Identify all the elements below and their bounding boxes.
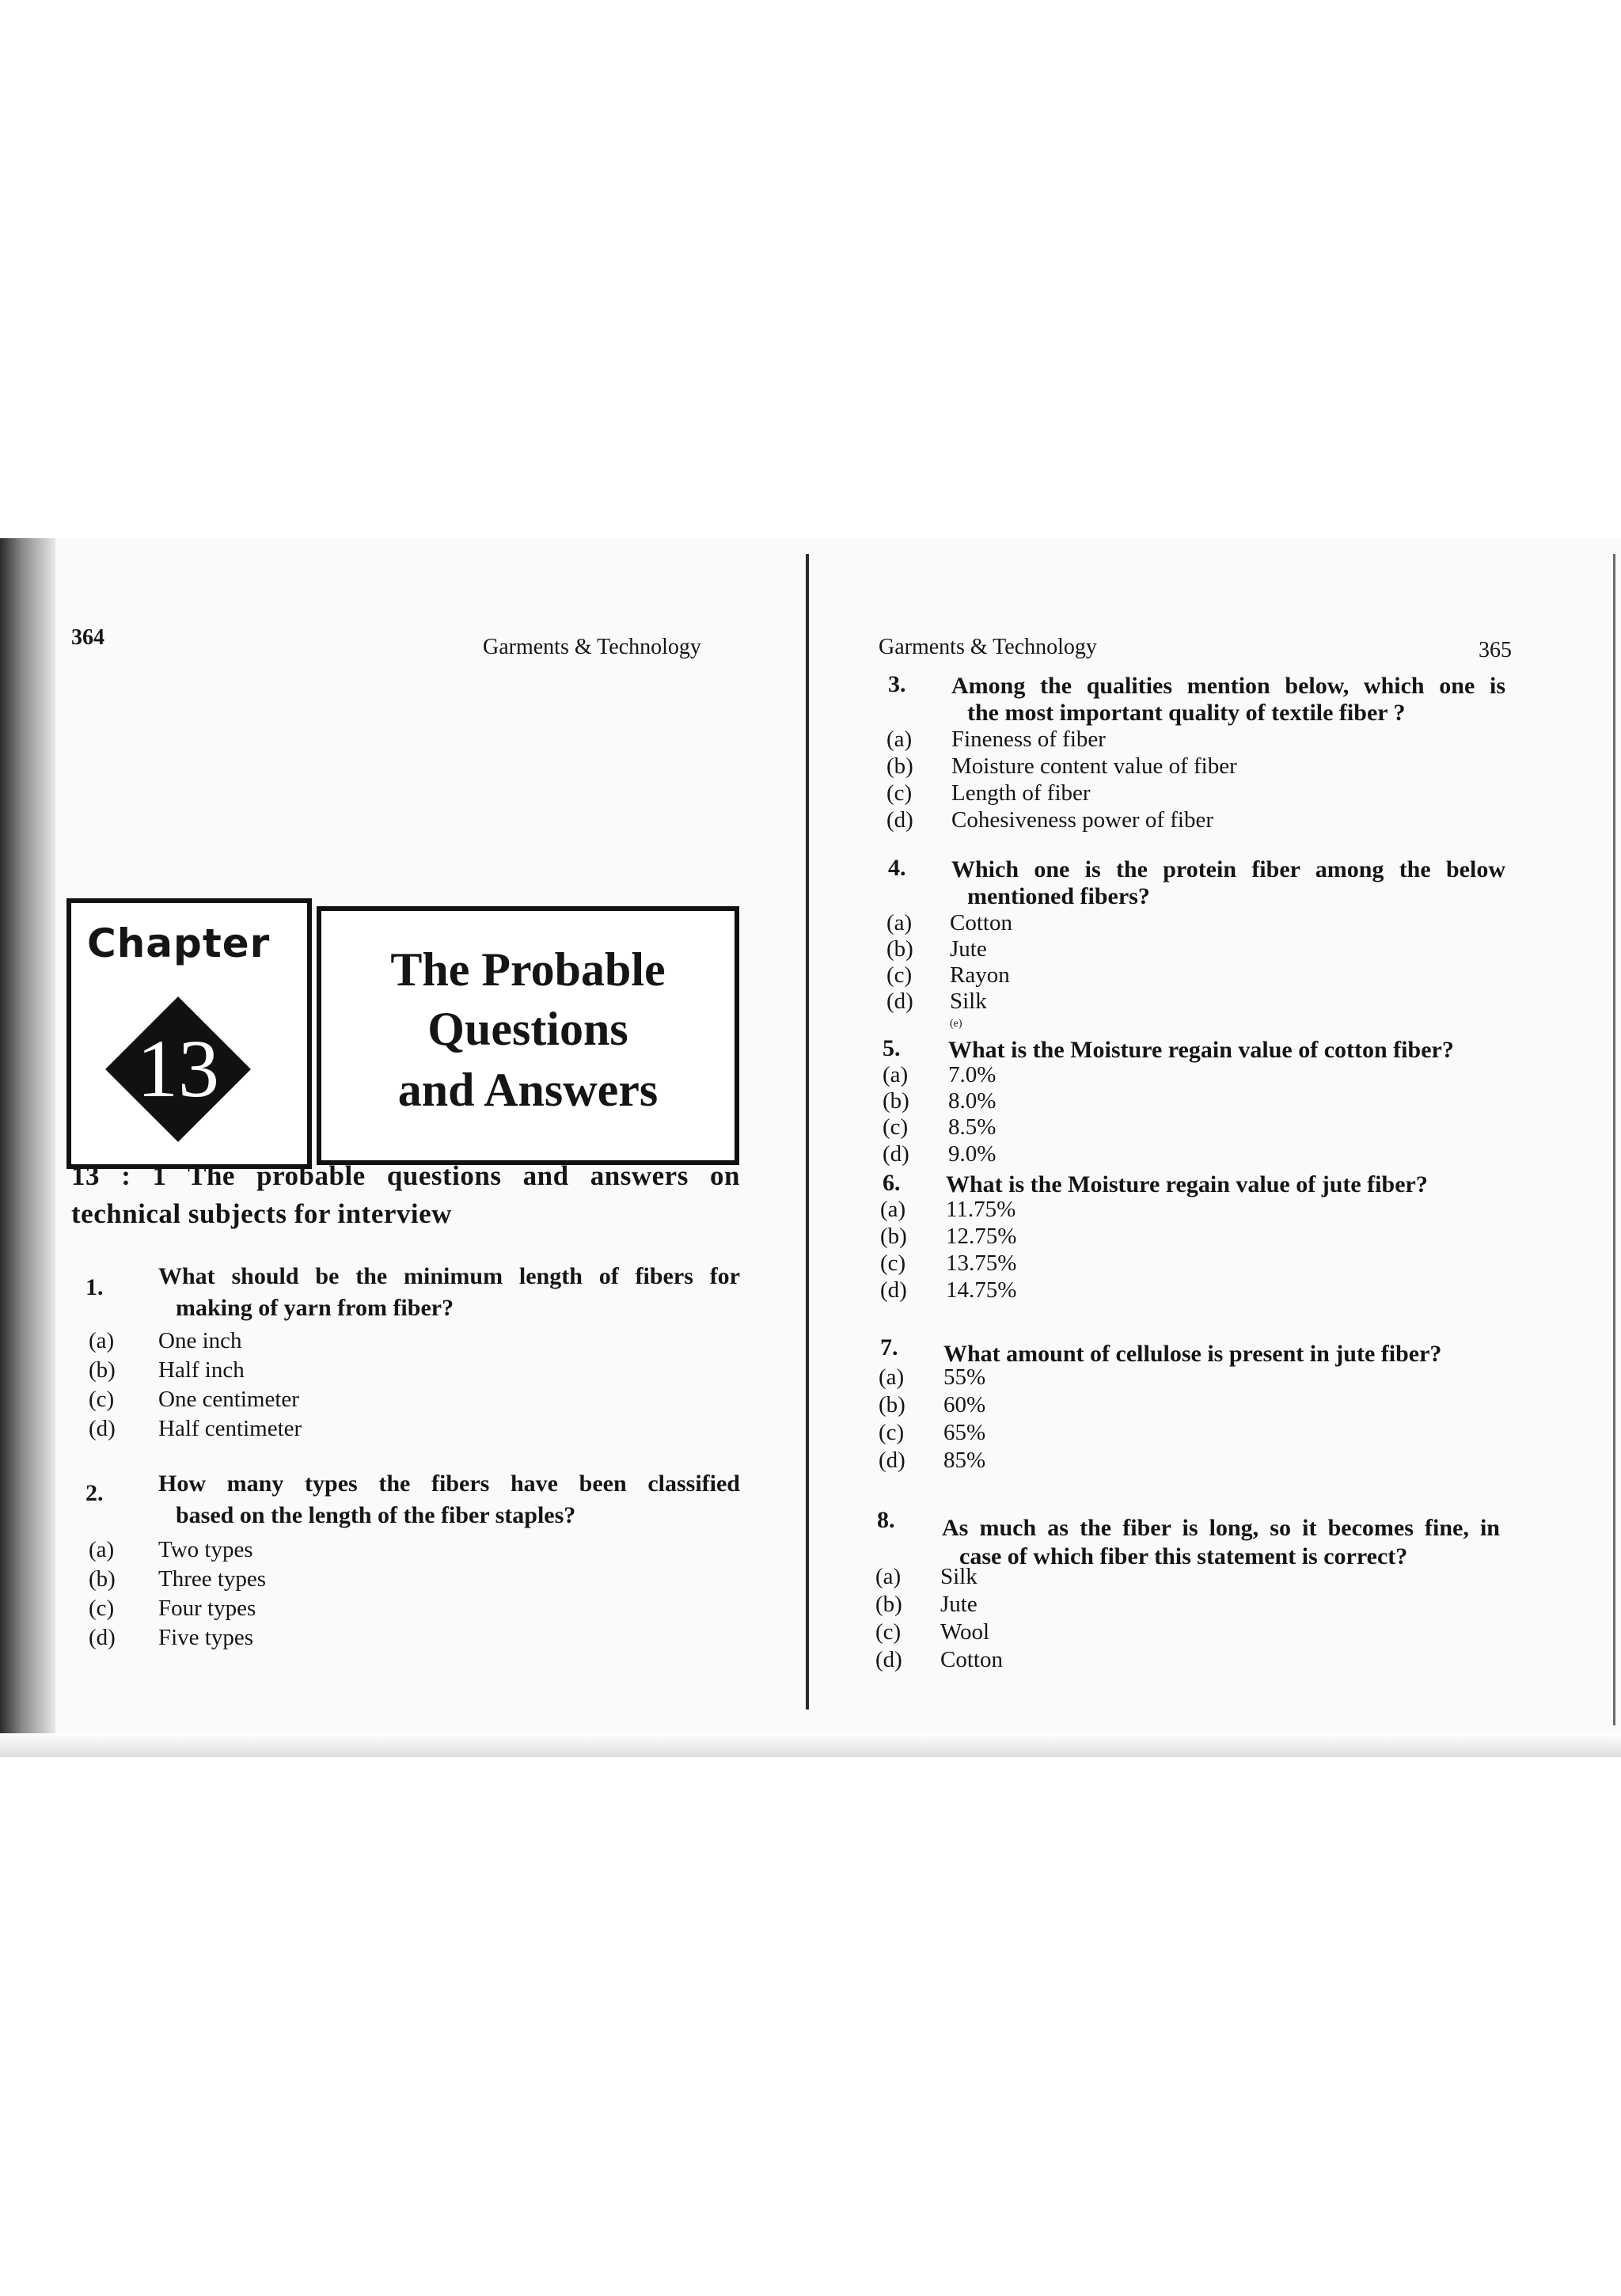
question-text: How many types the fibers have been classified (158, 1471, 740, 1497)
question-text: Among the qualities mention below, which one is (951, 673, 1505, 699)
option-letter: (d) (875, 1647, 902, 1672)
option-text: Wool (940, 1619, 990, 1645)
option-text: Rayon (950, 962, 1010, 988)
question-text: What is the Moisture regain value of cotton fiber? (948, 1037, 1454, 1063)
chapter-badge (66, 898, 312, 1169)
option-letter: (d) (879, 1448, 905, 1473)
option-text: 14.75% (946, 1277, 1017, 1303)
question-number: 4. (888, 855, 906, 881)
scan-shadow-bottom (0, 1733, 1621, 1757)
question-text: case of which fiber this statement is correct? (959, 1543, 1408, 1569)
section-heading: 13 : 1 The probable questions and answers on (71, 1160, 740, 1191)
question-number: 1. (85, 1274, 104, 1300)
option-text: One inch (158, 1328, 242, 1353)
option-text: One centimeter (158, 1387, 299, 1412)
question-text: What amount of cellulose is present in jute fiber? (943, 1341, 1442, 1367)
option-letter: (d) (886, 807, 913, 833)
question-text: mentioned fibers? (967, 883, 1150, 909)
option-text: 7.0% (948, 1062, 997, 1087)
option-text: 8.0% (948, 1088, 997, 1114)
option-letter: (c) (879, 1420, 905, 1445)
question-text: making of yarn from fiber? (176, 1295, 454, 1321)
option-text: Silk (940, 1564, 978, 1589)
option-letter: (b) (886, 753, 913, 779)
question-text: As much as the fiber is long, so it becomes fine, in (942, 1515, 1500, 1541)
option-text: 65% (943, 1420, 986, 1445)
option-letter: (b) (89, 1566, 116, 1592)
chapter-title-line: The Probable (390, 943, 666, 996)
option-letter: (a) (879, 1364, 905, 1390)
scan-shadow-left (0, 538, 55, 1757)
question-number: 3. (888, 671, 906, 697)
question-text: What should be the minimum length of fibers for (158, 1263, 740, 1289)
option-text: 12.75% (946, 1224, 1017, 1249)
question-text: What is the Moisture regain value of jute fiber? (946, 1171, 1428, 1197)
option-letter: (a) (89, 1328, 115, 1353)
option-letter: (b) (875, 1592, 902, 1617)
chapter-title-box (317, 906, 739, 1165)
option-text: Fineness of fiber (951, 727, 1106, 752)
option-text: 8.5% (948, 1114, 997, 1140)
chapter-title-line: Questions (427, 1003, 628, 1055)
question-number: 7. (880, 1334, 898, 1361)
option-letter: (c) (886, 962, 913, 988)
option-text: Half inch (158, 1357, 245, 1383)
option-letter: (c) (875, 1619, 902, 1645)
question-text: the most important quality of textile fiber ? (967, 700, 1406, 726)
option-letter: (b) (883, 1088, 909, 1114)
page-number-right: 365 (1479, 638, 1512, 662)
question-number: 2. (85, 1480, 104, 1506)
option-text: Silk (950, 989, 987, 1014)
option-text: Length of fiber (951, 780, 1091, 806)
question-number: 8. (877, 1507, 895, 1533)
option-text: Jute (940, 1592, 978, 1617)
option-letter: (b) (879, 1392, 905, 1417)
option-text: Moisture content value of fiber (951, 753, 1237, 779)
option-letter: (a) (89, 1537, 115, 1562)
option-letter: (d) (886, 989, 913, 1014)
option-letter: (a) (886, 727, 913, 752)
option-text: Two types (158, 1537, 253, 1562)
question-text: Which one is the protein fiber among the below (951, 856, 1505, 882)
option-text: Cohesiveness power of fiber (951, 807, 1213, 833)
option-text: Three types (158, 1566, 267, 1592)
option-letter: (a) (886, 910, 913, 935)
option-text: 55% (943, 1364, 986, 1390)
option-letter: (b) (880, 1224, 907, 1249)
option-letter: (d) (880, 1277, 907, 1303)
running-head-right: Garments & Technology (879, 635, 1097, 659)
option-letter: (c) (883, 1114, 909, 1140)
option-letter: (d) (89, 1625, 116, 1650)
option-letter: (b) (886, 936, 913, 962)
question-number: 5. (883, 1035, 901, 1061)
option-letter: (b) (89, 1357, 116, 1383)
running-head-left: Garments & Technology (483, 635, 701, 659)
stray-mark: (e) (950, 1018, 962, 1030)
option-text: Four types (158, 1596, 256, 1621)
option-letter: (d) (89, 1416, 116, 1441)
option-text: Five types (158, 1625, 254, 1650)
option-text: 13.75% (946, 1250, 1017, 1276)
option-text: 60% (943, 1392, 986, 1417)
book-spine (806, 554, 809, 1710)
chapter-number: 13 (137, 1023, 219, 1114)
page-edge-right (1613, 554, 1615, 1725)
option-text: Half centimeter (158, 1416, 302, 1441)
option-letter: (c) (886, 780, 913, 806)
option-letter: (d) (883, 1141, 909, 1167)
option-letter: (a) (875, 1564, 902, 1589)
option-text: Cotton (950, 910, 1012, 935)
option-text: Cotton (940, 1647, 1003, 1672)
option-letter: (c) (89, 1596, 115, 1621)
option-text: 9.0% (948, 1141, 997, 1167)
question-text: based on the length of the fiber staples? (176, 1502, 576, 1528)
section-heading: technical subjects for interview (71, 1198, 452, 1229)
option-text: 11.75% (946, 1197, 1016, 1222)
question-number: 6. (883, 1170, 901, 1196)
option-letter: (a) (880, 1197, 906, 1222)
option-letter: (a) (883, 1062, 909, 1087)
option-text: 85% (943, 1448, 986, 1473)
option-letter: (c) (89, 1387, 115, 1412)
page-number-left: 364 (71, 625, 104, 650)
chapter-title-line: and Answers (397, 1064, 659, 1116)
option-letter: (c) (880, 1250, 906, 1276)
chapter-label: Chapter (87, 920, 271, 966)
option-text: Jute (950, 936, 987, 962)
